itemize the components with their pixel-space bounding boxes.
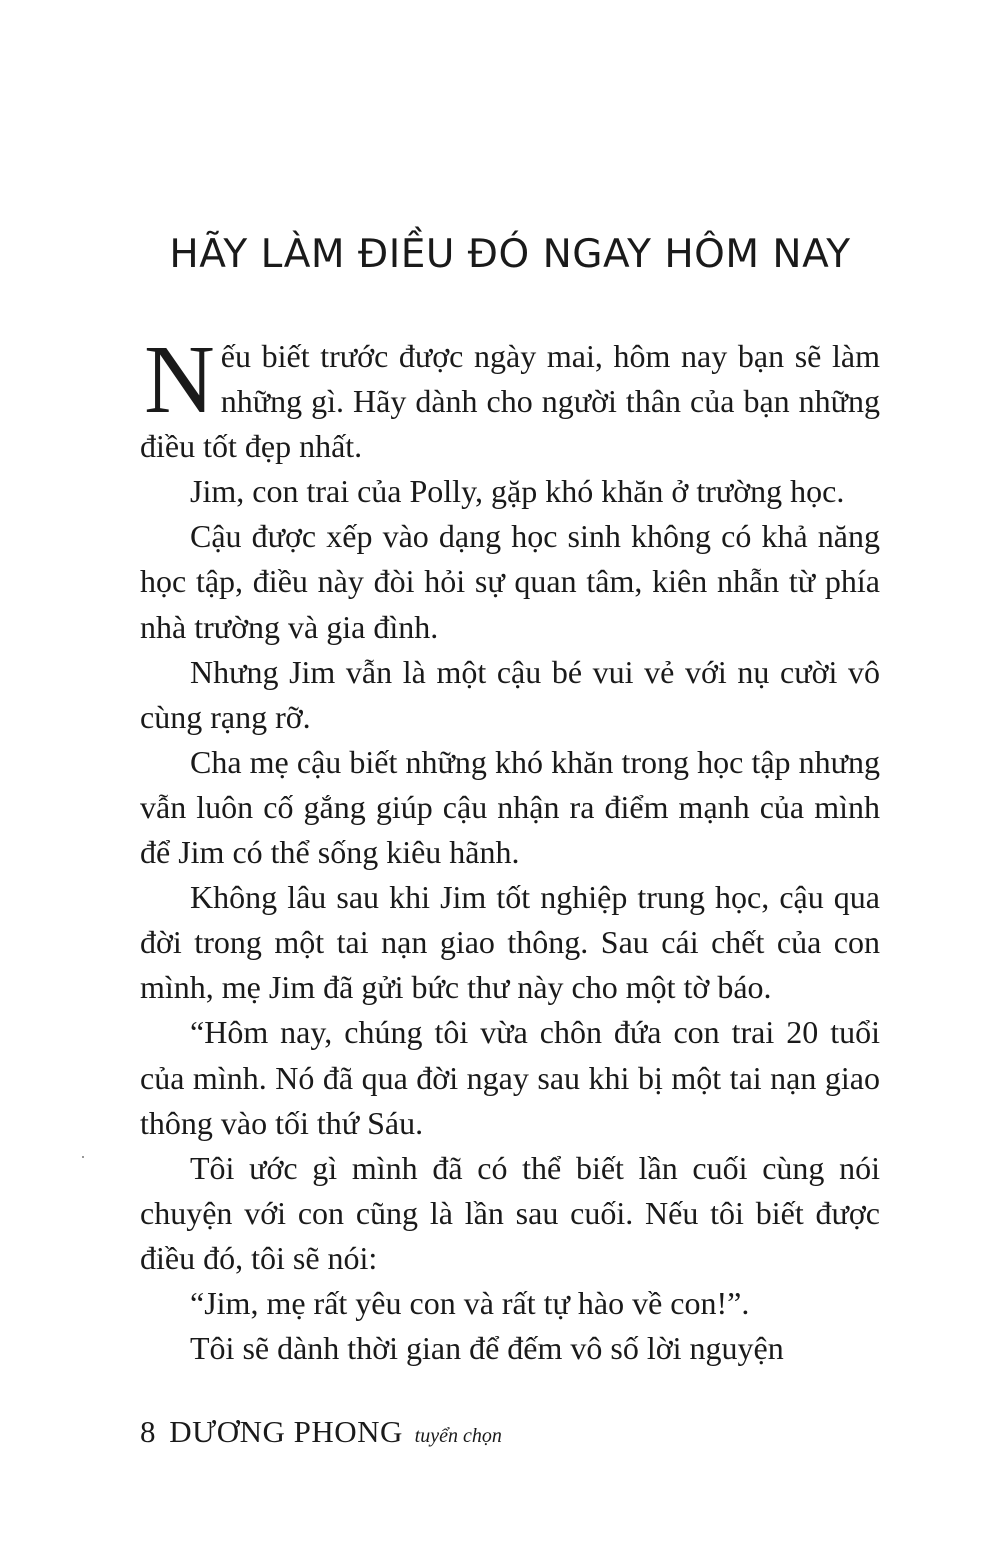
paragraph-7: Tôi ước gì mình đã có thể biết lần cuối cùng nói chuyện với con cũng là lần sau cuối. Nếu tôi biết được điều đó, tôi sẽ nói:	[140, 1149, 880, 1276]
body-text	[140, 326, 880, 1371]
paragraph-6: “Hôm nay, chúng tôi vừa chôn đứa con trai 20 tuổi của mình. Nó đã qua đời ngay sau khi bị một tai nạn giao thông vào tối thứ Sáu.	[140, 1014, 880, 1141]
first-paragraph-text: ếu biết trước được ngày mai, hôm nay bạn sẽ làm những gì. Hãy dành cho người thân của bạn những điều tốt đẹp nhất.	[140, 338, 880, 465]
print-speck	[82, 1156, 84, 1158]
paragraph-3: Nhưng Jim vẫn là một cậu bé vui vẻ với nụ cười vô cùng rạng rỡ.	[140, 653, 880, 735]
chapter-title: HÃY LÀM ĐIỀU ĐÓ NGAY HÔM NAY	[169, 232, 851, 277]
first-paragraph	[140, 326, 880, 469]
page-footer	[140, 1414, 502, 1450]
paragraph-4: Cha mẹ cậu biết những khó khăn trong học tập nhưng vẫn luôn cố gắng giúp cậu nhận ra điểm mạnh của mình để Jim có thể sống kiêu hãnh.	[140, 743, 880, 871]
paragraph-8: “Jim, mẹ rất yêu con và rất tự hào về con!”.	[190, 1284, 750, 1321]
footer-author: DƯƠNG PHONG	[169, 1414, 403, 1449]
drop-cap: N	[144, 326, 215, 434]
page-number: 8	[140, 1414, 156, 1449]
paragraph-2: Cậu được xếp vào dạng học sinh không có khả năng học tập, điều này đòi hỏi sự quan tâm, kiên nhẫn từ phía nhà trường và gia đình.	[140, 518, 880, 645]
paragraph-5: Không lâu sau khi Jim tốt nghiệp trung học, cậu qua đời trong một tai nạn giao thông. Sau cái chết của con mình, mẹ Jim đã gửi bức thư này cho một tờ báo.	[140, 879, 880, 1006]
paragraph-9: Tôi sẽ dành thời gian để đếm vô số lời nguyện	[190, 1330, 784, 1367]
footer-suffix: tuyển chọn	[414, 1425, 502, 1447]
paragraph-1: Jim, con trai của Polly, gặp khó khăn ở trường học.	[190, 473, 845, 510]
